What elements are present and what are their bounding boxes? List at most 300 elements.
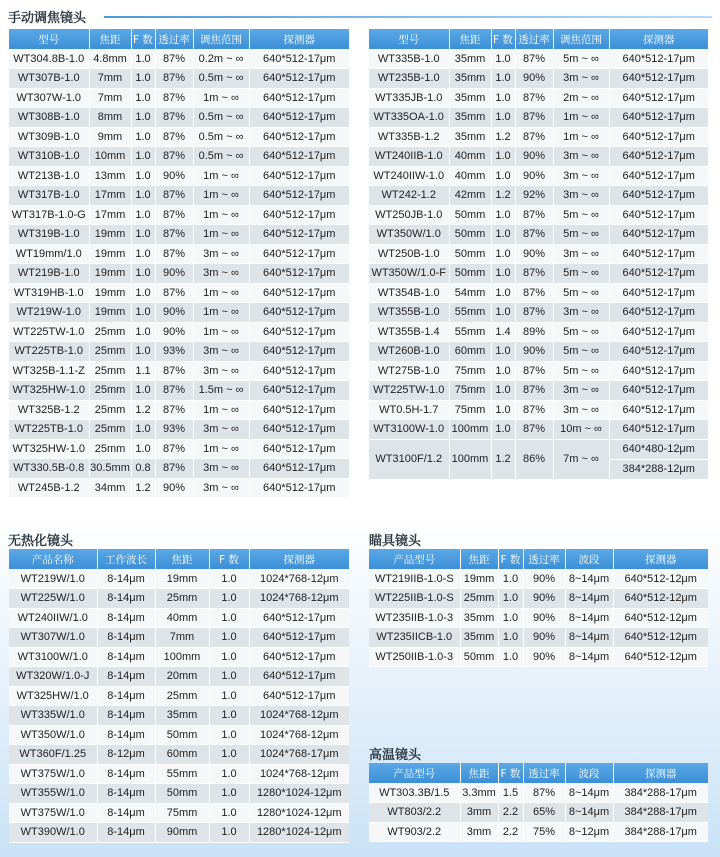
cell-transmittance: 90% bbox=[155, 303, 193, 323]
cell-transmittance: 87% bbox=[515, 400, 553, 420]
cell-focal-length: 34mm bbox=[89, 478, 131, 498]
table-row bbox=[9, 186, 349, 206]
cell-f-number: 1.4 bbox=[491, 322, 515, 342]
cell-f-number: 1.0 bbox=[491, 205, 515, 225]
cell-focal-length: 30.5mm bbox=[89, 459, 131, 479]
cell-f-number: 1.5 bbox=[498, 783, 523, 803]
table-row bbox=[369, 127, 708, 147]
cell-model: WT350W/1.0-F bbox=[369, 264, 449, 284]
cell-focus-range: 5m ~ ∞ bbox=[553, 49, 609, 69]
cell-f-number: 1.0 bbox=[209, 667, 249, 687]
cell-focal-length: 55mm bbox=[449, 322, 491, 342]
cell-model: WT225TW-1.0 bbox=[9, 322, 89, 342]
cell-f-number: 1.0 bbox=[498, 589, 523, 609]
cell-focus-range: 5m ~ ∞ bbox=[553, 264, 609, 284]
cell-focal-length: 25mm bbox=[89, 342, 131, 362]
cell-transmittance: 90% bbox=[155, 478, 193, 498]
cell-model: WT250JB-1.0 bbox=[369, 205, 449, 225]
cell-focal-length: 19mm bbox=[89, 303, 131, 323]
cell-transmittance: 87% bbox=[515, 49, 553, 69]
cell-model: WT0.5H-1.7 bbox=[369, 400, 449, 420]
section-title-high-temp: 高温镜头 bbox=[369, 748, 422, 763]
cell-focal-length: 25mm bbox=[89, 381, 131, 401]
cell-transmittance: 87% bbox=[155, 88, 193, 108]
cell-transmittance: 93% bbox=[155, 342, 193, 362]
cell-f-number: 1.0 bbox=[131, 244, 155, 264]
cell-detector: 640*512-17μm bbox=[249, 381, 349, 401]
cell-focal-length: 8mm bbox=[89, 108, 131, 128]
cell-model: WT304.8B-1.0 bbox=[9, 49, 89, 69]
cell-detector: 640*512-17μm bbox=[249, 244, 349, 264]
cell-model: WT240IIW-1.0 bbox=[369, 166, 449, 186]
cell-detector: 640*512-17μm bbox=[609, 49, 708, 69]
cell-f-number: 1.0 bbox=[209, 569, 249, 589]
cell-f-number: 1.0 bbox=[131, 186, 155, 206]
cell-detector: 640*512-17μm bbox=[609, 420, 708, 440]
cell-f-number: 1.2 bbox=[131, 400, 155, 420]
cell-f-number: 1.0 bbox=[491, 69, 515, 89]
cell-product-name: WT307W/1.0 bbox=[9, 628, 97, 648]
cell-transmittance: 87% bbox=[515, 225, 553, 245]
cell-product-name: WT325HW/1.0 bbox=[9, 686, 97, 706]
cell-model: WT3100F/1.2 bbox=[369, 439, 449, 479]
cell-transmittance: 90% bbox=[155, 264, 193, 284]
cell-transmittance: 90% bbox=[523, 647, 565, 667]
cell-detector: 640*512-17μm bbox=[249, 186, 349, 206]
cell-f-number: 1.2 bbox=[491, 186, 515, 206]
cell-wavelength: 8-14μm bbox=[97, 725, 155, 745]
cell-wavelength: 8-12μm bbox=[97, 745, 155, 765]
cell-focus-range: 3m ~ ∞ bbox=[193, 459, 249, 479]
cell-detector: 640*512-17μm bbox=[249, 127, 349, 147]
cell-transmittance: 90% bbox=[515, 244, 553, 264]
cell-focal-length: 50mm bbox=[155, 784, 209, 804]
cell-model: WT330.5B-0.8 bbox=[9, 459, 89, 479]
cell-transmittance: 87% bbox=[155, 108, 193, 128]
cell-focus-range: 3m ~ ∞ bbox=[553, 244, 609, 264]
cell-model: WT309B-1.0 bbox=[9, 127, 89, 147]
cell-focal-length: 19mm bbox=[155, 569, 209, 589]
cell-band: 8~14μm bbox=[565, 803, 613, 823]
cell-focal-length: 54mm bbox=[449, 283, 491, 303]
cell-focal-length: 35mm bbox=[449, 127, 491, 147]
cell-detector: 640*512-17μm bbox=[249, 439, 349, 459]
cell-f-number: 1.0 bbox=[491, 108, 515, 128]
cell-detector: 640*512-17μm bbox=[609, 186, 708, 206]
cell-wavelength: 8-14μm bbox=[97, 628, 155, 648]
cell-detector: 640*512-17μm bbox=[609, 88, 708, 108]
cell-focal-length: 3mm bbox=[460, 822, 498, 842]
cell-focus-range: 1m ~ ∞ bbox=[193, 322, 249, 342]
cell-detector: 640*512-17μm bbox=[609, 322, 708, 342]
cell-f-number: 1.0 bbox=[491, 420, 515, 440]
cell-product-model: WT303.3B/1.5 bbox=[369, 783, 460, 803]
cell-wavelength: 8-14μm bbox=[97, 706, 155, 726]
cell-product-name: WT350W/1.0 bbox=[9, 725, 97, 745]
cell-f-number: 1.0 bbox=[131, 225, 155, 245]
cell-detector: 1024*768-12μm bbox=[249, 725, 349, 745]
cell-transmittance: 87% bbox=[515, 205, 553, 225]
cell-transmittance: 87% bbox=[155, 459, 193, 479]
cell-model: WT219W-1.0 bbox=[9, 303, 89, 323]
table-row bbox=[9, 205, 349, 225]
col-header-transmittance: 透过率 bbox=[155, 29, 193, 49]
cell-product-model: WT225IIB-1.0-S bbox=[369, 589, 460, 609]
table-row bbox=[9, 706, 349, 726]
cell-focus-range: 7m ~ ∞ bbox=[553, 439, 609, 479]
cell-model: WT225TW-1.0 bbox=[369, 381, 449, 401]
cell-transmittance: 87% bbox=[515, 420, 553, 440]
cell-focus-range: 3m ~ ∞ bbox=[193, 478, 249, 498]
cell-f-number: 1.0 bbox=[491, 342, 515, 362]
cell-transmittance: 87% bbox=[155, 186, 193, 206]
col-header-model: 型号 bbox=[369, 29, 449, 49]
cell-transmittance: 87% bbox=[155, 205, 193, 225]
cell-focus-range: 5m ~ ∞ bbox=[553, 225, 609, 245]
cell-product-name: WT390W/1.0 bbox=[9, 823, 97, 843]
cell-focal-length: 60mm bbox=[155, 745, 209, 765]
cell-detector: 640*512-17μm bbox=[249, 400, 349, 420]
cell-detector: 640*512-12μm bbox=[613, 589, 708, 609]
cell-f-number: 1.0 bbox=[498, 608, 523, 628]
cell-focal-length: 55mm bbox=[155, 764, 209, 784]
cell-transmittance: 87% bbox=[155, 225, 193, 245]
col-header-detector: 探测器 bbox=[613, 763, 708, 783]
cell-product-name: WT240IIW/1.0 bbox=[9, 608, 97, 628]
table-row bbox=[369, 147, 708, 167]
cell-focal-length: 10mm bbox=[89, 147, 131, 167]
cell-transmittance: 90% bbox=[523, 628, 565, 648]
cell-wavelength: 8-14μm bbox=[97, 608, 155, 628]
cell-band: 8~14μm bbox=[565, 628, 613, 648]
cell-focal-length: 50mm bbox=[449, 225, 491, 245]
cell-focal-length: 35mm bbox=[449, 108, 491, 128]
cell-focal-length: 19mm bbox=[89, 225, 131, 245]
cell-transmittance: 87% bbox=[155, 69, 193, 89]
cell-detector: 1280*1024-12μm bbox=[249, 803, 349, 823]
cell-f-number: 1.0 bbox=[209, 823, 249, 843]
cell-focal-length: 25mm bbox=[460, 589, 498, 609]
cell-model: WT317B-1.0 bbox=[9, 186, 89, 206]
table-row bbox=[9, 381, 349, 401]
cell-product-model: WT219IIB-1.0-S bbox=[369, 569, 460, 589]
cell-model: WT225TB-1.0 bbox=[9, 420, 89, 440]
cell-f-number: 1.0 bbox=[131, 127, 155, 147]
table-row bbox=[369, 400, 708, 420]
col-header-f-number: F 数 bbox=[209, 549, 249, 569]
table-row bbox=[9, 764, 349, 784]
cell-focal-length: 50mm bbox=[449, 244, 491, 264]
table-row bbox=[369, 283, 708, 303]
cell-f-number: 1.0 bbox=[209, 686, 249, 706]
table-row bbox=[9, 322, 349, 342]
cell-product-name: WT355W/1.0 bbox=[9, 784, 97, 804]
cell-transmittance: 90% bbox=[155, 322, 193, 342]
cell-detector: 640*512-17μm bbox=[249, 147, 349, 167]
cell-f-number: 1.0 bbox=[491, 166, 515, 186]
cell-detector: 384*288-17μm bbox=[613, 822, 708, 842]
cell-focus-range: 5m ~ ∞ bbox=[553, 283, 609, 303]
cell-f-number: 1.0 bbox=[491, 283, 515, 303]
cell-focus-range: 1.5m ~ ∞ bbox=[193, 381, 249, 401]
table-row bbox=[369, 244, 708, 264]
cell-f-number: 1.0 bbox=[491, 244, 515, 264]
cell-focal-length: 17mm bbox=[89, 186, 131, 206]
cell-detector: 640*512-17μm bbox=[609, 303, 708, 323]
cell-focus-range: 3m ~ ∞ bbox=[553, 147, 609, 167]
cell-transmittance: 87% bbox=[155, 283, 193, 303]
table-row bbox=[9, 589, 349, 609]
cell-focus-range: 3m ~ ∞ bbox=[553, 69, 609, 89]
cell-focal-length: 90mm bbox=[155, 823, 209, 843]
cell-focal-length: 60mm bbox=[449, 342, 491, 362]
detector-line: 640*480-12μm bbox=[622, 442, 695, 455]
cell-detector: 640*512-17μm bbox=[609, 264, 708, 284]
cell-f-number: 2.2 bbox=[498, 822, 523, 842]
cell-focus-range: 3m ~ ∞ bbox=[553, 381, 609, 401]
cell-focus-range: 3m ~ ∞ bbox=[553, 400, 609, 420]
cell-model: WT235B-1.0 bbox=[369, 69, 449, 89]
cell-f-number: 1.0 bbox=[209, 628, 249, 648]
cell-f-number: 1.0 bbox=[209, 745, 249, 765]
cell-product-model: WT903/2.2 bbox=[369, 822, 460, 842]
table-row bbox=[9, 667, 349, 687]
cell-f-number: 1.0 bbox=[131, 108, 155, 128]
title-rule-manual-focus bbox=[104, 16, 712, 18]
cell-focal-length: 7mm bbox=[89, 69, 131, 89]
cell-f-number: 1.0 bbox=[209, 764, 249, 784]
cell-model: WT242-1.2 bbox=[369, 186, 449, 206]
cell-transmittance: 65% bbox=[523, 803, 565, 823]
table-row bbox=[9, 823, 349, 843]
cell-model: WT317B-1.0-G bbox=[9, 205, 89, 225]
cell-f-number: 1.0 bbox=[491, 264, 515, 284]
cell-detector: 640*512-17μm bbox=[249, 667, 349, 687]
table-row bbox=[369, 420, 708, 440]
cell-focus-range: 5m ~ ∞ bbox=[553, 322, 609, 342]
cell-wavelength: 8-14μm bbox=[97, 823, 155, 843]
cell-detector: 1024*768-12μm bbox=[249, 706, 349, 726]
table-row bbox=[369, 439, 708, 479]
cell-f-number: 1.0 bbox=[131, 322, 155, 342]
cell-model: WT355B-1.0 bbox=[369, 303, 449, 323]
cell-focal-length: 50mm bbox=[155, 725, 209, 745]
cell-band: 8~14μm bbox=[565, 569, 613, 589]
cell-f-number: 1.0 bbox=[491, 381, 515, 401]
cell-focal-length: 7mm bbox=[89, 88, 131, 108]
cell-f-number: 1.0 bbox=[491, 49, 515, 69]
cell-focus-range: 3m ~ ∞ bbox=[553, 186, 609, 206]
cell-focal-length: 3.3mm bbox=[460, 783, 498, 803]
cell-focal-length: 100mm bbox=[449, 420, 491, 440]
table-header-row bbox=[9, 549, 349, 569]
cell-focal-length: 35mm bbox=[449, 88, 491, 108]
cell-band: 8~14μm bbox=[565, 589, 613, 609]
cell-product-name: WT320W/1.0-J bbox=[9, 667, 97, 687]
table-row bbox=[9, 88, 349, 108]
col-header-detector: 探测器 bbox=[609, 29, 708, 49]
cell-focus-range: 1m ~ ∞ bbox=[193, 205, 249, 225]
cell-focal-length: 55mm bbox=[449, 303, 491, 323]
col-header-band: 波段 bbox=[565, 549, 613, 569]
table-row bbox=[9, 283, 349, 303]
cell-detector: 384*288-17μm bbox=[613, 803, 708, 823]
table-row bbox=[369, 569, 708, 589]
table-row bbox=[9, 400, 349, 420]
table-row bbox=[9, 459, 349, 479]
cell-detector: 640*512-17μm bbox=[249, 686, 349, 706]
col-header-f-number: F 数 bbox=[498, 549, 523, 569]
cell-focal-length: 25mm bbox=[155, 686, 209, 706]
cell-transmittance: 87% bbox=[155, 127, 193, 147]
cell-focus-range: 1m ~ ∞ bbox=[553, 127, 609, 147]
table-row bbox=[369, 49, 708, 69]
cell-wavelength: 8-14μm bbox=[97, 784, 155, 804]
cell-model: WT350W/1.0 bbox=[369, 225, 449, 245]
table-row bbox=[369, 628, 708, 648]
table-row bbox=[369, 361, 708, 381]
cell-product-name: WT335W/1.0 bbox=[9, 706, 97, 726]
detector-line: 384*288-12μm bbox=[610, 459, 709, 479]
cell-wavelength: 8-14μm bbox=[97, 803, 155, 823]
cell-model: WT335B-1.2 bbox=[369, 127, 449, 147]
cell-focal-length: 19mm bbox=[89, 264, 131, 284]
cell-focal-length: 42mm bbox=[449, 186, 491, 206]
cell-detector: 640*512-17μm bbox=[609, 244, 708, 264]
table-row bbox=[369, 342, 708, 362]
cell-detector: 640*512-17μm bbox=[249, 478, 349, 498]
cell-f-number: 1.0 bbox=[491, 361, 515, 381]
cell-f-number: 1.0 bbox=[131, 205, 155, 225]
cell-wavelength: 8-14μm bbox=[97, 667, 155, 687]
cell-model: WT213B-1.0 bbox=[9, 166, 89, 186]
cell-detector: 640*512-17μm bbox=[249, 459, 349, 479]
cell-focal-length: 75mm bbox=[449, 381, 491, 401]
col-header-model: 型号 bbox=[9, 29, 89, 49]
cell-f-number: 1.0 bbox=[209, 784, 249, 804]
col-header-focal-length: 焦距 bbox=[89, 29, 131, 49]
cell-f-number: 1.0 bbox=[491, 88, 515, 108]
table-row bbox=[369, 225, 708, 245]
cell-detector: 640*512-17μm bbox=[249, 88, 349, 108]
cell-transmittance: 87% bbox=[155, 439, 193, 459]
cell-detector: 384*288-17μm bbox=[613, 783, 708, 803]
table-row bbox=[369, 783, 708, 803]
cell-f-number: 1.0 bbox=[498, 569, 523, 589]
cell-transmittance: 90% bbox=[523, 569, 565, 589]
cell-transmittance: 90% bbox=[155, 166, 193, 186]
cell-detector: 1024*768-17μm bbox=[249, 745, 349, 765]
cell-focal-length: 3mm bbox=[460, 803, 498, 823]
cell-focus-range: 1m ~ ∞ bbox=[553, 108, 609, 128]
cell-focal-length: 17mm bbox=[89, 205, 131, 225]
col-header-detector: 探测器 bbox=[249, 29, 349, 49]
cell-focal-length: 40mm bbox=[449, 166, 491, 186]
cell-focus-range: 3m ~ ∞ bbox=[553, 166, 609, 186]
cell-f-number: 1.0 bbox=[209, 647, 249, 667]
cell-transmittance: 86% bbox=[515, 439, 553, 479]
cell-transmittance: 87% bbox=[515, 108, 553, 128]
manual-focus-table-right bbox=[369, 29, 708, 480]
cell-detector: 640*512-12μm bbox=[613, 628, 708, 648]
cell-focal-length: 25mm bbox=[155, 589, 209, 609]
cell-detector: 640*512-12μm bbox=[613, 569, 708, 589]
cell-focus-range: 1m ~ ∞ bbox=[193, 400, 249, 420]
table-row bbox=[9, 803, 349, 823]
cell-model: WT325B-1.1-Z bbox=[9, 361, 89, 381]
table-row bbox=[369, 803, 708, 823]
cell-f-number: 1.0 bbox=[131, 283, 155, 303]
cell-f-number: 1.0 bbox=[131, 166, 155, 186]
cell-f-number: 1.0 bbox=[131, 49, 155, 69]
col-header-focal-length: 焦距 bbox=[460, 549, 498, 569]
cell-focus-range: 1m ~ ∞ bbox=[193, 283, 249, 303]
cell-transmittance: 87% bbox=[155, 244, 193, 264]
cell-model: WT307W-1.0 bbox=[9, 88, 89, 108]
cell-detector: 640*512-17μm bbox=[249, 283, 349, 303]
cell-f-number: 1.0 bbox=[131, 147, 155, 167]
cell-focal-length: 35mm bbox=[460, 608, 498, 628]
cell-focus-range: 0.2m ~ ∞ bbox=[193, 49, 249, 69]
cell-product-model: WT235IIB-1.0-3 bbox=[369, 608, 460, 628]
cell-f-number: 1.0 bbox=[131, 420, 155, 440]
table-row bbox=[9, 225, 349, 245]
cell-transmittance: 87% bbox=[155, 381, 193, 401]
cell-focal-length: 25mm bbox=[89, 420, 131, 440]
cell-f-number: 1.1 bbox=[131, 361, 155, 381]
table-row bbox=[369, 822, 708, 842]
cell-focus-range: 1m ~ ∞ bbox=[193, 439, 249, 459]
cell-wavelength: 8-14μm bbox=[97, 569, 155, 589]
cell-model: WT308B-1.0 bbox=[9, 108, 89, 128]
cell-focal-length: 50mm bbox=[449, 205, 491, 225]
cell-transmittance: 87% bbox=[155, 147, 193, 167]
cell-transmittance: 87% bbox=[155, 361, 193, 381]
table-row bbox=[9, 244, 349, 264]
cell-focal-length: 35mm bbox=[155, 706, 209, 726]
cell-focal-length: 19mm bbox=[89, 283, 131, 303]
cell-model: WT319B-1.0 bbox=[9, 225, 89, 245]
table-row bbox=[9, 127, 349, 147]
table-row bbox=[9, 147, 349, 167]
cell-model: WT275B-1.0 bbox=[369, 361, 449, 381]
table-row bbox=[369, 186, 708, 206]
cell-model: WT325B-1.2 bbox=[9, 400, 89, 420]
table-row bbox=[369, 88, 708, 108]
cell-f-number: 1.0 bbox=[491, 303, 515, 323]
cell-focal-length: 35mm bbox=[449, 69, 491, 89]
cell-model: WT335JB-1.0 bbox=[369, 88, 449, 108]
cell-f-number: 1.0 bbox=[209, 725, 249, 745]
cell-transmittance: 89% bbox=[515, 322, 553, 342]
table-row bbox=[9, 647, 349, 667]
cell-f-number: 1.0 bbox=[131, 381, 155, 401]
cell-model: WT307B-1.0 bbox=[9, 69, 89, 89]
cell-detector: 640*512-17μm bbox=[249, 49, 349, 69]
cell-focus-range: 3m ~ ∞ bbox=[553, 303, 609, 323]
cell-wavelength: 8-14μm bbox=[97, 589, 155, 609]
cell-transmittance: 90% bbox=[515, 342, 553, 362]
cell-detector: 640*512-17μm bbox=[249, 608, 349, 628]
col-header-band: 波段 bbox=[565, 763, 613, 783]
cell-band: 8~14μm bbox=[565, 647, 613, 667]
cell-focal-length: 25mm bbox=[89, 361, 131, 381]
col-header-product-model: 产品型号 bbox=[369, 549, 460, 569]
cell-f-number: 1.2 bbox=[131, 478, 155, 498]
table-header-row bbox=[9, 29, 349, 49]
cell-product-model: WT250IIB-1.0-3 bbox=[369, 647, 460, 667]
sighting-table bbox=[369, 549, 708, 667]
